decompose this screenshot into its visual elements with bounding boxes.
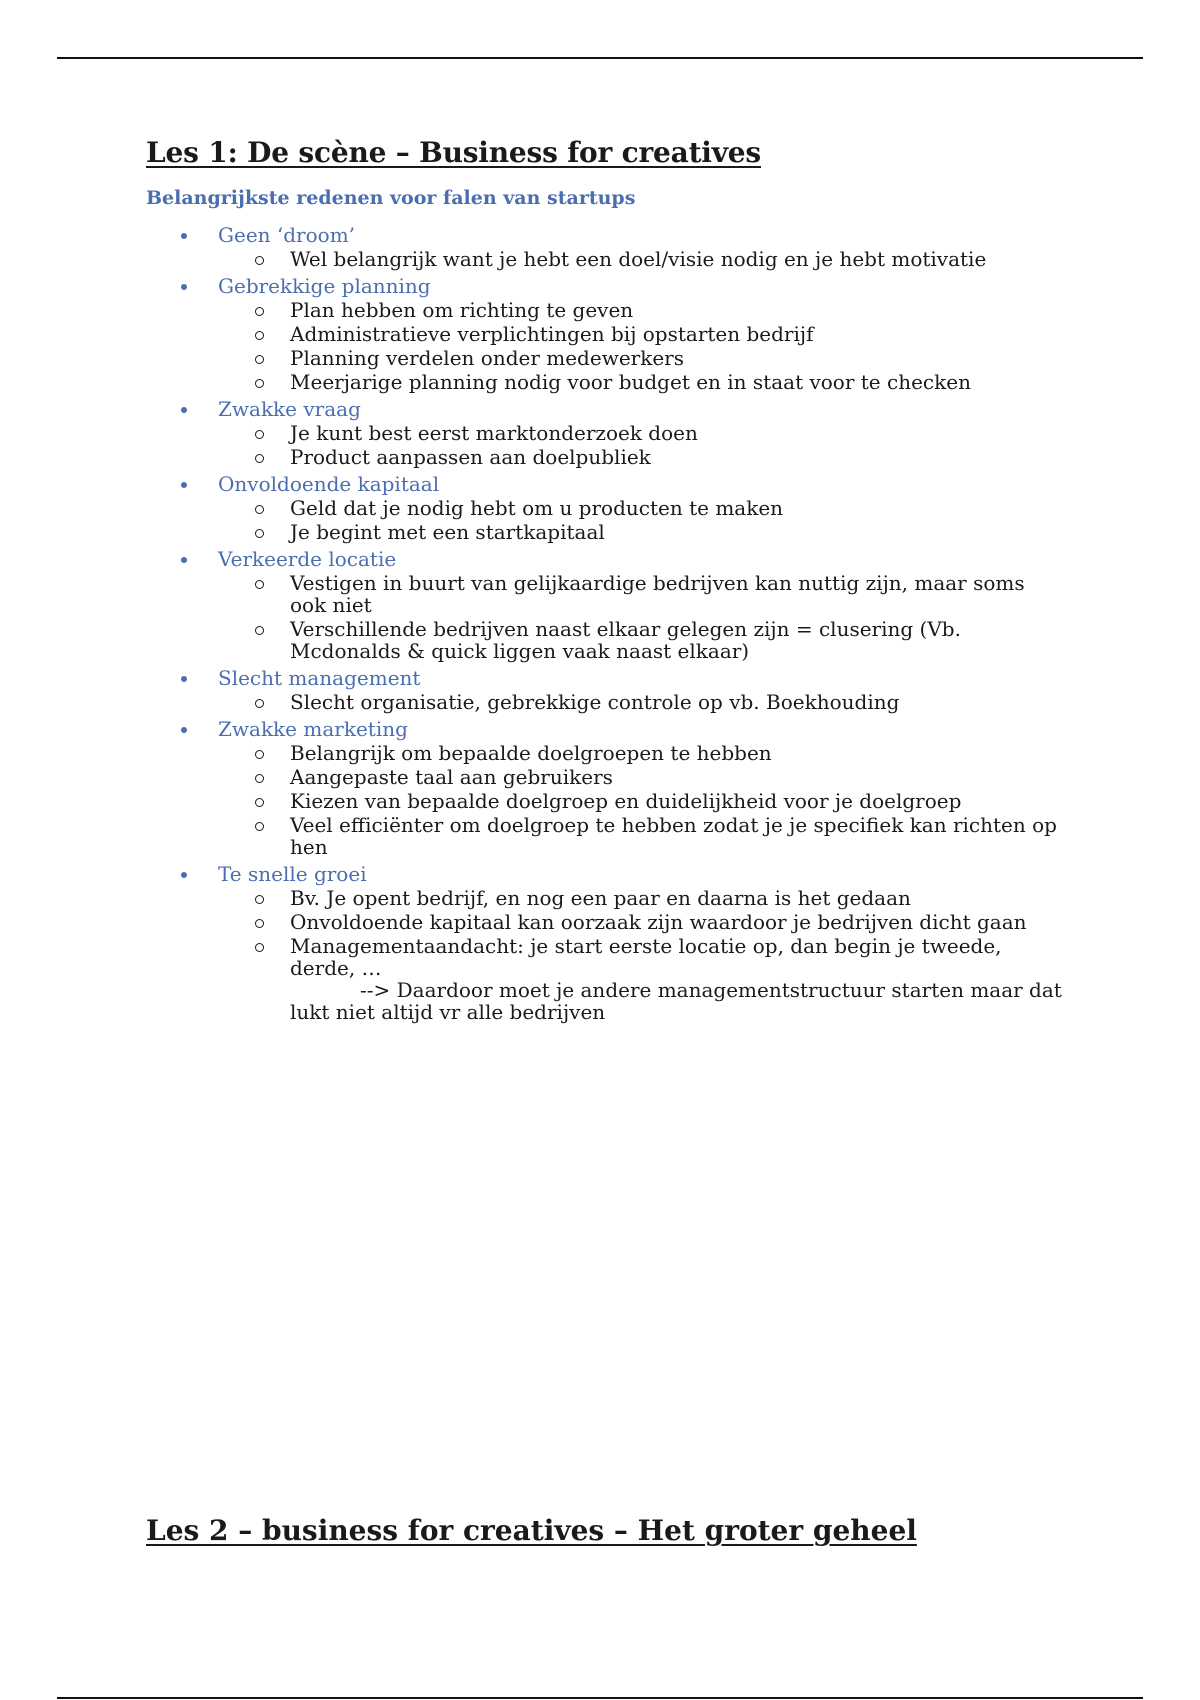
reason-details (218, 572, 1066, 664)
detail-item (218, 742, 1066, 766)
detail-text: Wel belangrijk want je hebt een doel/visie nodig en je hebt motivatie (290, 247, 987, 271)
circle-bullet-icon (255, 895, 264, 904)
reason-details (218, 887, 1066, 1025)
bullet-dot-icon (181, 557, 187, 563)
detail-item (218, 422, 1066, 446)
bullet-dot-icon (181, 872, 187, 878)
reason-details (218, 742, 1066, 860)
reason-item (146, 547, 1066, 664)
circle-bullet-icon (255, 529, 264, 538)
reason-item (146, 862, 1066, 1025)
detail-text: Verschillende bedrijven naast elkaar gelegen zijn = clusering (Vb. Mcdonalds & quick liggen vaak naast elkaar) (290, 617, 961, 663)
note-line: --> Daardoor moet je andere managementstructuur starten maar dat (360, 978, 1062, 1002)
detail-item (218, 691, 1066, 715)
detail-text: Bv. Je opent bedrijf, en nog een paar en daarna is het gedaan (290, 886, 911, 910)
detail-text: Managementaandacht: je start eerste locatie op, dan begin je tweede, derde, … (290, 934, 1002, 980)
top-rule (57, 57, 1143, 59)
bullet-dot-icon (181, 233, 187, 239)
circle-bullet-icon (255, 919, 264, 928)
bullet-dot-icon (181, 284, 187, 290)
reason-heading: Geen ‘droom’ (218, 223, 356, 247)
detail-text: Product aanpassen aan doelpubliek (290, 445, 651, 469)
reason-item (146, 666, 1066, 715)
lesson-2-title: Les 2 – business for creatives – Het groter geheel (146, 1514, 917, 1547)
detail-text: Aangepaste taal aan gebruikers (290, 765, 613, 789)
detail-item (218, 572, 1066, 618)
lesson-1-title: Les 1: De scène – Business for creatives (146, 136, 761, 169)
circle-bullet-icon (255, 454, 264, 463)
bullet-dot-icon (181, 676, 187, 682)
reason-item (146, 472, 1066, 545)
reason-heading: Onvoldoende kapitaal (218, 472, 440, 496)
reason-heading: Gebrekkige planning (218, 274, 431, 298)
detail-text: Vestigen in buurt van gelijkaardige bedrijven kan nuttig zijn, maar soms ook niet (290, 571, 1025, 617)
reason-heading: Zwakke vraag (218, 397, 361, 421)
detail-item (218, 521, 1066, 545)
detail-item (218, 887, 1066, 911)
circle-bullet-icon (255, 355, 264, 364)
reason-item (146, 223, 1066, 272)
circle-bullet-icon (255, 750, 264, 759)
detail-item (218, 299, 1066, 323)
detail-text: Slecht organisatie, gebrekkige controle op vb. Boekhouding (290, 690, 900, 714)
circle-bullet-icon (255, 430, 264, 439)
detail-text: Veel efficiënter om doelgroep te hebben zodat je je specifiek kan richten op hen (290, 813, 1057, 859)
reason-details (218, 299, 1066, 395)
detail-item (218, 790, 1066, 814)
reason-details (218, 422, 1066, 470)
bullet-dot-icon (181, 407, 187, 413)
reason-item (146, 397, 1066, 470)
detail-text: Kiezen van bepaalde doelgroep en duidelijkheid voor je doelgroep (290, 789, 962, 813)
circle-bullet-icon (255, 307, 264, 316)
detail-text: Meerjarige planning nodig voor budget en in staat voor te checken (290, 370, 971, 394)
reason-heading: Te snelle groei (218, 862, 367, 886)
circle-bullet-icon (255, 943, 264, 952)
bullet-dot-icon (181, 727, 187, 733)
circle-bullet-icon (255, 256, 264, 265)
detail-item (218, 248, 1066, 272)
detail-item (218, 618, 1066, 664)
detail-item (218, 766, 1066, 790)
detail-item (218, 323, 1066, 347)
lesson-1-section (146, 136, 1066, 1025)
circle-bullet-icon (255, 331, 264, 340)
reason-details (218, 691, 1066, 715)
circle-bullet-icon (255, 822, 264, 831)
detail-item (218, 814, 1066, 860)
circle-bullet-icon (255, 774, 264, 783)
reason-item (146, 717, 1066, 860)
detail-item (218, 935, 1066, 1025)
circle-bullet-icon (255, 379, 264, 388)
detail-text: Je begint met een startkapitaal (290, 520, 605, 544)
bullet-dot-icon (181, 482, 187, 488)
detail-text: Plan hebben om richting te geven (290, 298, 634, 322)
note-line: lukt niet altijd vr alle bedrijven (290, 1000, 606, 1024)
reasons-list (146, 223, 1066, 1025)
reason-details (218, 248, 1066, 272)
reason-heading: Verkeerde locatie (218, 547, 397, 571)
detail-text: Planning verdelen onder medewerkers (290, 346, 684, 370)
circle-bullet-icon (255, 626, 264, 635)
circle-bullet-icon (255, 699, 264, 708)
detail-text: Onvoldoende kapitaal kan oorzaak zijn waardoor je bedrijven dicht gaan (290, 910, 1027, 934)
reason-heading: Slecht management (218, 666, 421, 690)
detail-item (218, 446, 1066, 470)
detail-text: Je kunt best eerst marktonderzoek doen (290, 421, 698, 445)
detail-text: Administratieve verplichtingen bij opstarten bedrijf (290, 322, 814, 346)
circle-bullet-icon (255, 580, 264, 589)
circle-bullet-icon (255, 505, 264, 514)
reason-heading: Zwakke marketing (218, 717, 408, 741)
detail-item (218, 497, 1066, 521)
bottom-rule (57, 1697, 1143, 1699)
detail-text: Geld dat je nodig hebt om u producten te maken (290, 496, 784, 520)
circle-bullet-icon (255, 798, 264, 807)
reason-item (146, 274, 1066, 395)
detail-item (218, 911, 1066, 935)
section-subtitle: Belangrijkste redenen voor falen van startups (146, 187, 636, 209)
detail-text: Belangrijk om bepaalde doelgroepen te hebben (290, 741, 772, 765)
detail-item (218, 347, 1066, 371)
reason-details (218, 497, 1066, 545)
detail-item (218, 371, 1066, 395)
